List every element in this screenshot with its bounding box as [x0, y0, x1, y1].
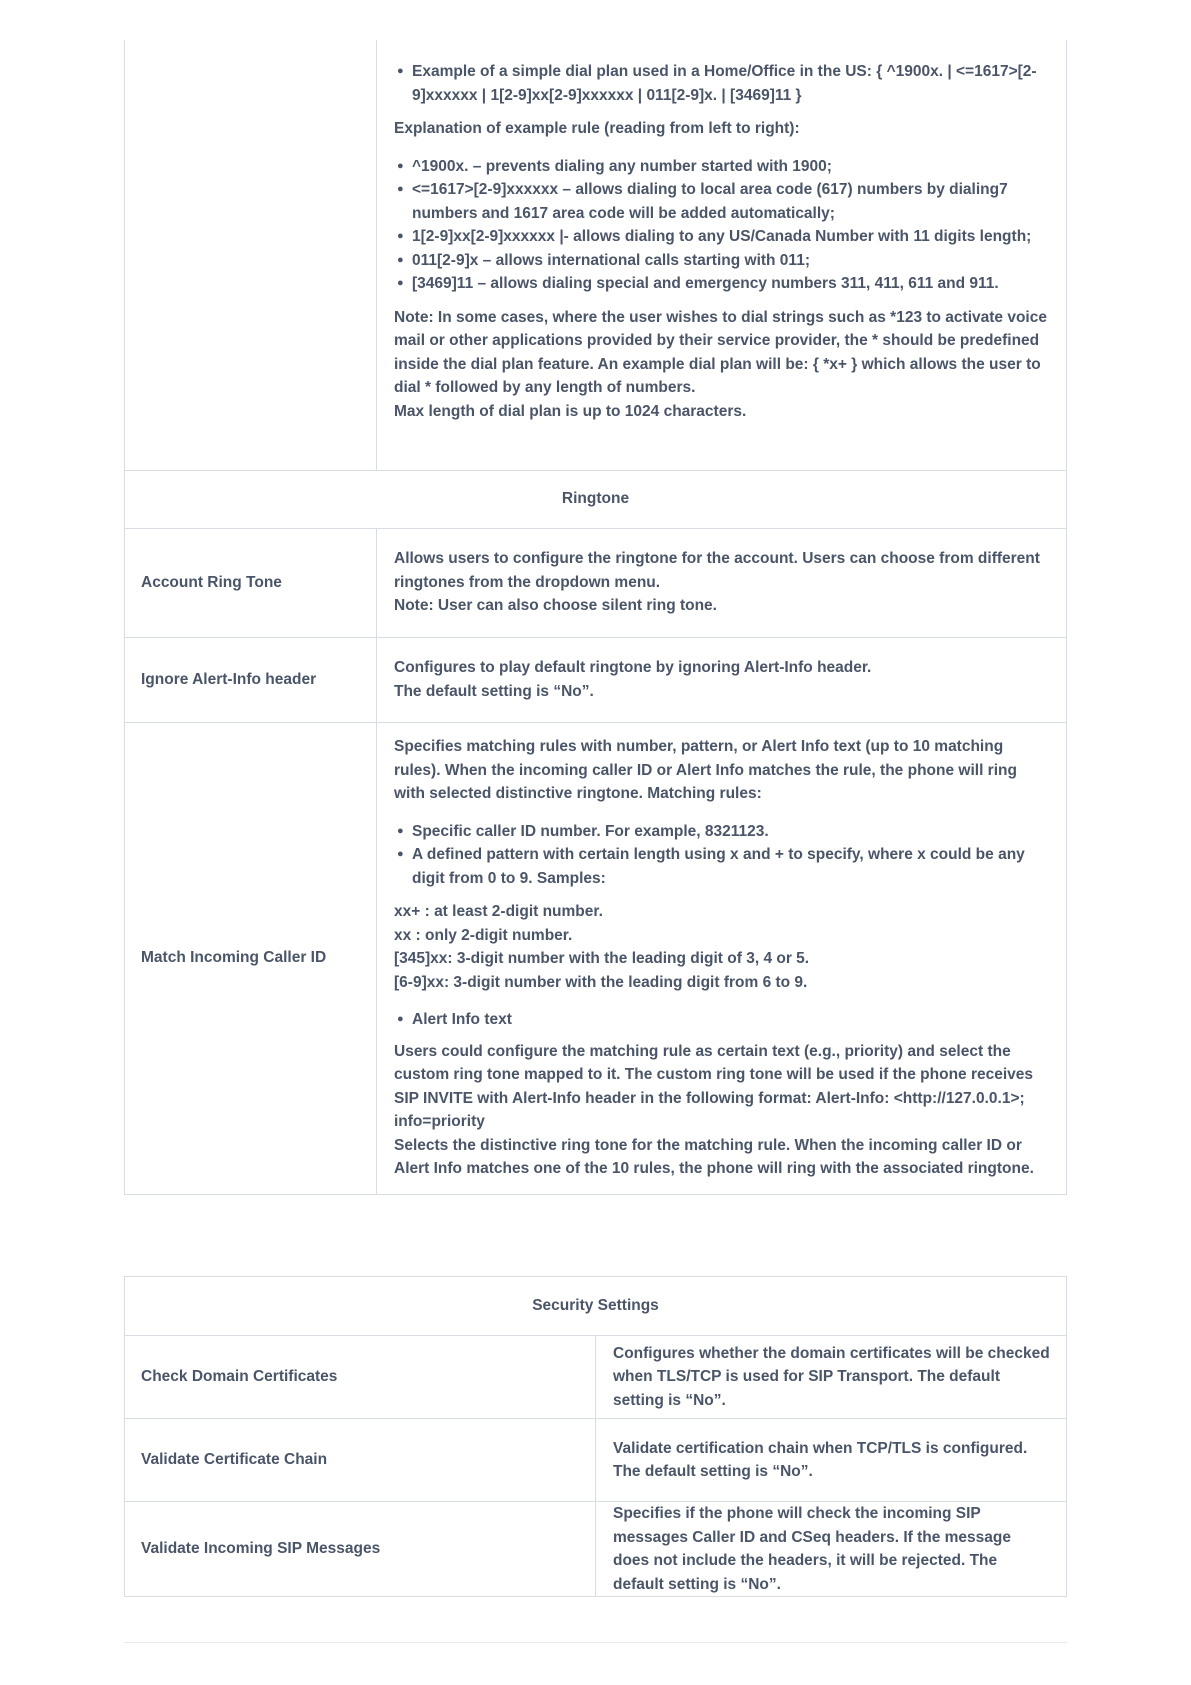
explanation-title: Explanation of example rule (reading from left to right):: [394, 120, 800, 137]
dial-plan-description: [377, 40, 1067, 470]
dial-plan-label-cell: [125, 40, 377, 470]
ignore-alert-info-row: [125, 637, 1067, 722]
validate-incoming-sip-description: Specifies if the phone will check the incoming SIP messages Caller ID and CSeq headers. If the message does not include the headers, it will be rejected. The default setting is “No”.: [596, 1502, 1067, 1597]
list-item: ● ^1900x. – prevents dialing any number started with 1900;: [412, 155, 1050, 179]
dial-plan-note: Note: In some cases, where the user wishes to dial strings such as *123 to activate voice mail or other applications provided by their service provider, the * should be predefined inside the dial plan feature. An example dial plan will be: { *x+ } which allows the user to dial * followed by any length of numbers.: [394, 308, 1047, 396]
ringtone-section-header-row: [125, 470, 1067, 528]
validate-incoming-sip-row: [125, 1502, 1067, 1597]
list-item: ● Alert Info text: [412, 1008, 1050, 1032]
validate-certificate-chain-label: Validate Certificate Chain: [125, 1419, 596, 1502]
account-ring-tone-description: Allows users to configure the ringtone for the account. Users can choose from different ringtones from the dropdown menu. Note: User can also choose silent ring tone.: [377, 528, 1067, 637]
page-divider: [124, 1642, 1067, 1643]
list-item: ● 011[2-9]x – allows international calls starting with 011;: [412, 249, 1050, 273]
pattern-samples: xx+ : at least 2-digit number. xx : only 2-digit number. [345]xx: 3-digit number with the leading digit of 3, 4 or 5. [6-9]xx: 3-digit number with the leading digit from 6 to 9.: [394, 903, 810, 991]
check-domain-certificates-description: Configures whether the domain certificates will be checked when TLS/TCP is used for SIP Transport. The default setting is “No”.: [596, 1336, 1067, 1419]
ignore-alert-info-description: Configures to play default ringtone by ignoring Alert-Info header. The default setting is “No”.: [377, 637, 1067, 722]
alert-info-list: [394, 1008, 1050, 1032]
dial-plan-row: [125, 40, 1067, 470]
list-item: ● Specific caller ID number. For example, 8321123.: [412, 820, 1050, 844]
validate-certificate-chain-row: [125, 1419, 1067, 1502]
match-caller-id-description: Specifies matching rules with number, pattern, or Alert Info text (up to 10 matching rules). When the incoming caller ID or Alert Info matches the rule, the phone will ring with selected distinctive ringtone. Matching rules: ● Specific caller ID number. For example, 8321123. ● A defined pattern with certain length using x and + to specify, where x could be any digit from 0 to 9. Samples: xx+ : at least 2-digit number. xx : only 2-digit number. [345]xx: 3-digit number with the leading digit of 3, 4 or 5. [6-9]xx: 3-digit number with the leading digit from 6 to 9. ● Alert Info text Users could configure the matching rule as certain text (e.g., priority) and select the custom ring tone mapped to it. The custom ring tone will be used if the phone receives SIP INVITE with Alert-Info header in the following format: Alert-Info: <http://127.0.0.1>; info=priority Selects the distinctive ring tone for the matching rule. When the incoming caller ID or Alert Info matches one of the 10 rules, the phone will ring with the associated ringtone.: [377, 722, 1067, 1194]
matching-rules-list: [394, 820, 1050, 891]
validate-incoming-sip-label: Validate Incoming SIP Messages: [125, 1502, 596, 1597]
dial-plan-rules-list: [394, 155, 1050, 296]
security-section-header-row: [125, 1277, 1067, 1336]
check-domain-certificates-row: [125, 1336, 1067, 1419]
check-domain-certificates-label: Check Domain Certificates: [125, 1336, 596, 1419]
list-item: ● [3469]11 – allows dialing special and emergency numbers 311, 411, 611 and 911.: [412, 272, 1050, 296]
list-item: ● A defined pattern with certain length using x and + to specify, where x could be any digit from 0 to 9. Samples:: [412, 843, 1050, 890]
list-item: ● Example of a simple dial plan used in a Home/Office in the US: { ^1900x. | <=1617>[2-9]xxxxxx | 1[2-9]xx[2-9]xxxxxx | 011[2-9]x. | [3469]11 }: [412, 60, 1050, 107]
list-item: ● <=1617>[2-9]xxxxxx – allows dialing to local area code (617) numbers by dialing7 numbers and 1617 area code will be added automatically;: [412, 178, 1050, 225]
account-ring-tone-row: [125, 528, 1067, 637]
security-settings-table: [124, 1276, 1067, 1597]
select-distinctive-ringtone-text: Selects the distinctive ring tone for the matching rule. When the incoming caller ID or Alert Info matches one of the 10 rules, the phone will ring with the associated ringtone.: [394, 1136, 1034, 1178]
validate-certificate-chain-description: Validate certification chain when TCP/TLS is configured. The default setting is “No”.: [596, 1419, 1067, 1502]
dial-plan-example-list: [394, 60, 1050, 107]
ringtone-section-title: Ringtone: [125, 470, 1067, 528]
dial-plan-max-length: Max length of dial plan is up to 1024 characters.: [394, 402, 747, 420]
account-ring-tone-label: Account Ring Tone: [125, 528, 377, 637]
match-caller-id-label: Match Incoming Caller ID: [125, 722, 377, 1194]
ignore-alert-info-label: Ignore Alert-Info header: [125, 637, 377, 722]
list-item: ● 1[2-9]xx[2-9]xxxxxx |- allows dialing to any US/Canada Number with 11 digits length;: [412, 225, 1050, 249]
security-section-title: Security Settings: [125, 1277, 1067, 1336]
alert-info-text: Users could configure the matching rule as certain text (e.g., priority) and select the custom ring tone mapped to it. The custom ring tone will be used if the phone receives SIP INVITE with Alert-Info header in the following format: Alert-Info: <http://127.0.0.1>; info=priority: [394, 1042, 1034, 1131]
ringtone-settings-table: [124, 40, 1067, 1195]
match-caller-id-row: [125, 722, 1067, 1194]
